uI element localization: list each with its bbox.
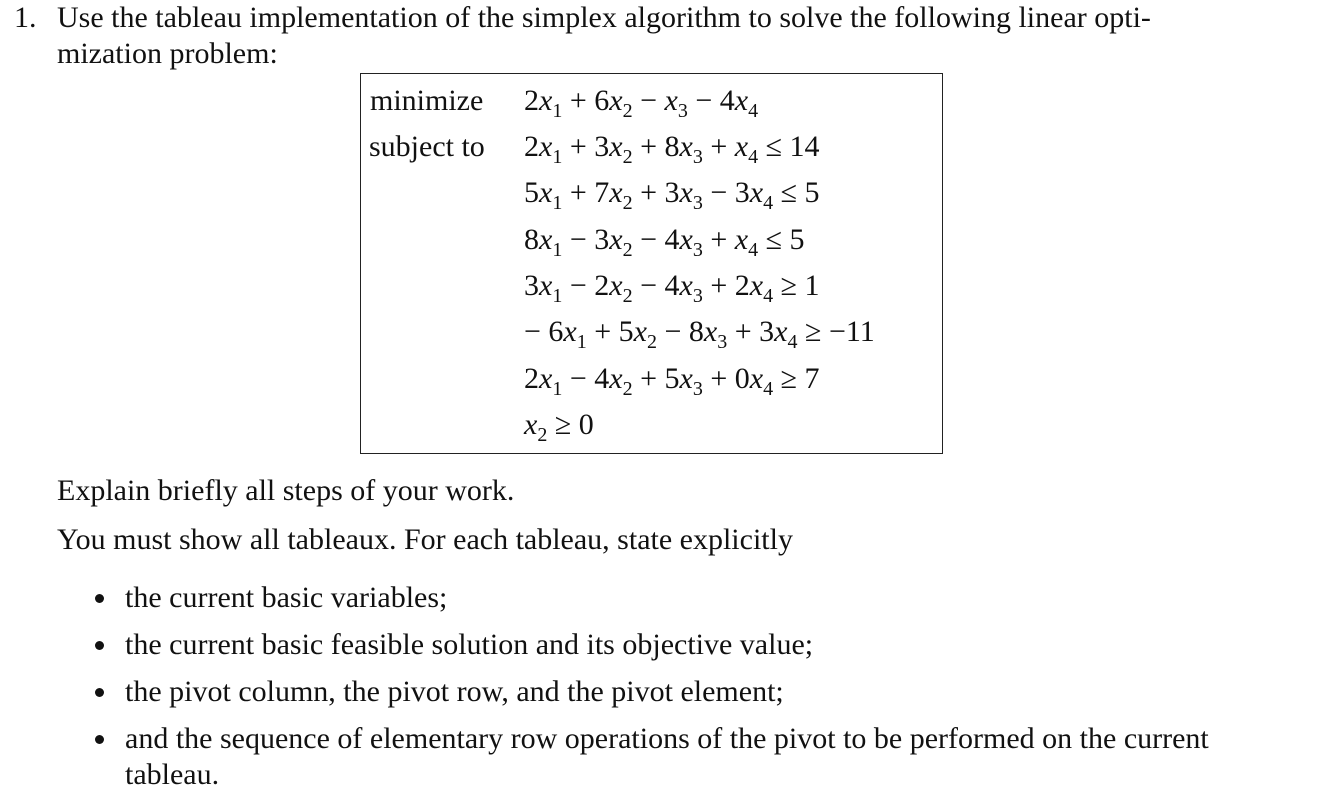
constraint-expression	[524, 312, 875, 352]
operator: +	[702, 130, 735, 163]
constraint-expression	[524, 220, 805, 260]
variable-index: 2	[622, 285, 633, 307]
coefficient: 2	[594, 269, 610, 302]
coefficient: 3	[759, 315, 775, 348]
relation: ≤	[758, 130, 790, 163]
operator: −	[524, 315, 549, 348]
variable: x	[609, 269, 623, 302]
relation: ≥	[797, 315, 829, 348]
coefficient: 0	[734, 362, 750, 395]
variable: x	[679, 130, 693, 163]
rhs-value: 7	[804, 362, 820, 395]
subject-to-label: subject to	[369, 130, 485, 163]
variable: x	[679, 269, 693, 302]
constraint-row	[361, 266, 942, 306]
variable-index: 4	[763, 192, 774, 214]
variable: x	[539, 176, 553, 209]
constraint-expression	[524, 266, 820, 306]
rhs-value: 5	[789, 223, 805, 256]
constraint-row	[361, 173, 942, 213]
coefficient: 8	[664, 130, 680, 163]
constraint-row	[361, 220, 942, 260]
operator: +	[562, 176, 595, 209]
list-item	[95, 580, 447, 616]
variable: x	[679, 176, 693, 209]
variable: x	[609, 84, 623, 117]
variable-index: 2	[622, 146, 633, 168]
variable-index: 3	[692, 146, 703, 168]
variable-index: 2	[537, 424, 548, 446]
variable: x	[539, 269, 553, 302]
relation: ≥	[547, 408, 579, 441]
variable: x	[563, 315, 577, 348]
variable-index: 1	[552, 192, 563, 214]
variable: x	[749, 362, 764, 395]
variable: x	[749, 269, 764, 302]
coefficient: 6	[594, 84, 610, 117]
coefficient: 4	[594, 362, 610, 395]
variable: x	[539, 362, 553, 395]
relation: ≥	[773, 269, 805, 302]
constraint-row	[361, 359, 942, 399]
bullet-icon	[95, 594, 104, 603]
variable-index: 1	[552, 146, 563, 168]
coefficient: 2	[524, 130, 539, 163]
problem-statement-line-1: Use the tableau implementation of the simplex algorithm to solve the following linear opti-	[57, 1, 1151, 34]
list-item	[95, 721, 1295, 793]
rhs-value: 14	[789, 130, 820, 163]
variable: x	[703, 315, 718, 348]
variable: x	[679, 223, 693, 256]
rhs-value: 0	[578, 408, 594, 441]
variable: x	[774, 315, 788, 348]
explain-instruction: Explain briefly all steps of your work.	[57, 474, 515, 507]
relation: ≥	[773, 362, 805, 395]
variable-index: 2	[622, 100, 633, 122]
variable-index: 1	[552, 100, 563, 122]
coefficient: 2	[524, 84, 539, 117]
variable-index: 2	[622, 378, 633, 400]
bullet-text: the pivot column, the pivot row, and the pivot element;	[125, 675, 784, 708]
minimize-label: minimize	[370, 84, 484, 117]
coefficient: 5	[618, 315, 634, 348]
constraint-expression	[524, 127, 820, 167]
list-item	[95, 627, 813, 663]
operator: −	[632, 269, 665, 302]
variable: x	[609, 362, 623, 395]
coefficient: 3	[594, 223, 610, 256]
variable: x	[734, 130, 749, 163]
sign-constraint-row	[361, 405, 942, 445]
variable-index: 1	[552, 285, 563, 307]
constraint-row	[361, 127, 942, 167]
bullet-text: the current basic variables;	[125, 581, 448, 614]
variable: x	[633, 315, 647, 348]
objective-row	[361, 81, 942, 121]
variable-index: 4	[748, 239, 759, 261]
variable-index: 2	[622, 239, 633, 261]
coefficient: 4	[664, 269, 680, 302]
variable-index: 4	[787, 331, 798, 353]
bullet-text: the current basic feasible solution and its objective value;	[125, 628, 814, 661]
variable-index: 2	[622, 192, 633, 214]
variable: x	[539, 84, 553, 117]
operator: −	[632, 84, 665, 117]
operator: +	[632, 176, 665, 209]
operator: +	[562, 130, 595, 163]
lp-formulation-box	[360, 73, 943, 454]
coefficient: 6	[548, 315, 564, 348]
variable: x	[734, 223, 749, 256]
coefficient: 7	[594, 176, 610, 209]
objective-expression	[524, 81, 758, 121]
coefficient: 4	[719, 84, 735, 117]
coefficient: 8	[524, 223, 539, 256]
rhs-value: −11	[828, 315, 875, 348]
variable-index: 4	[763, 285, 774, 307]
variable: x	[539, 130, 553, 163]
operator: +	[702, 223, 735, 256]
bullet-text: and the sequence of elementary row operations of the pivot to be performed on the current tableau.	[125, 722, 1209, 791]
constraint-expression	[524, 173, 820, 213]
operator: +	[562, 84, 595, 117]
rhs-value: 5	[804, 176, 820, 209]
operator: −	[562, 223, 595, 256]
variable-index: 1	[576, 331, 587, 353]
problem-number: 1.	[14, 1, 37, 34]
variable-index: 4	[763, 378, 774, 400]
variable: x	[679, 362, 693, 395]
coefficient: 3	[734, 176, 750, 209]
variable-index: 3	[677, 100, 688, 122]
variable-index: 4	[748, 146, 759, 168]
operator: −	[562, 269, 595, 302]
variable: x	[749, 176, 764, 209]
variable-index: 3	[692, 192, 703, 214]
variable-index: 3	[692, 239, 703, 261]
variable-index: 3	[692, 285, 703, 307]
variable: x	[609, 223, 623, 256]
coefficient: 4	[664, 223, 680, 256]
operator: +	[702, 269, 735, 302]
coefficient: 8	[688, 315, 704, 348]
operator: −	[687, 84, 720, 117]
variable-index: 3	[692, 378, 703, 400]
variable-index: 4	[748, 100, 759, 122]
operator: +	[727, 315, 760, 348]
rhs-value: 1	[804, 269, 820, 302]
coefficient: 3	[594, 130, 610, 163]
operator: −	[562, 362, 595, 395]
show-instruction: You must show all tableaux. For each tableau, state explicitly	[57, 523, 793, 556]
bullet-icon	[95, 688, 104, 697]
operator: +	[632, 362, 665, 395]
coefficient: 3	[664, 176, 680, 209]
variable: x	[539, 223, 553, 256]
variable-index: 2	[647, 331, 657, 353]
operator: +	[632, 130, 665, 163]
constraint-row	[361, 312, 942, 352]
list-item	[95, 674, 784, 710]
variable-index: 1	[552, 378, 563, 400]
coefficient: 5	[524, 176, 539, 209]
bullet-icon	[95, 735, 104, 744]
sign-constraint-expression	[524, 405, 594, 445]
variable: x	[609, 176, 623, 209]
bullet-icon	[95, 641, 104, 650]
operator: −	[632, 223, 665, 256]
variable-index: 1	[552, 239, 563, 261]
constraint-expression	[524, 359, 820, 399]
operator: +	[702, 362, 735, 395]
operator: −	[702, 176, 735, 209]
coefficient: 2	[734, 269, 750, 302]
operator: +	[586, 315, 619, 348]
relation: ≤	[773, 176, 805, 209]
problem-statement-line-2: mization problem:	[57, 37, 278, 70]
variable: x	[524, 408, 538, 441]
coefficient: 5	[664, 362, 680, 395]
variable: x	[664, 84, 678, 117]
coefficient: 2	[524, 362, 539, 395]
relation: ≤	[758, 223, 790, 256]
variable: x	[609, 130, 623, 163]
coefficient: 3	[524, 269, 539, 302]
variable: x	[734, 84, 749, 117]
operator: −	[657, 315, 689, 348]
variable-index: 3	[717, 331, 728, 353]
